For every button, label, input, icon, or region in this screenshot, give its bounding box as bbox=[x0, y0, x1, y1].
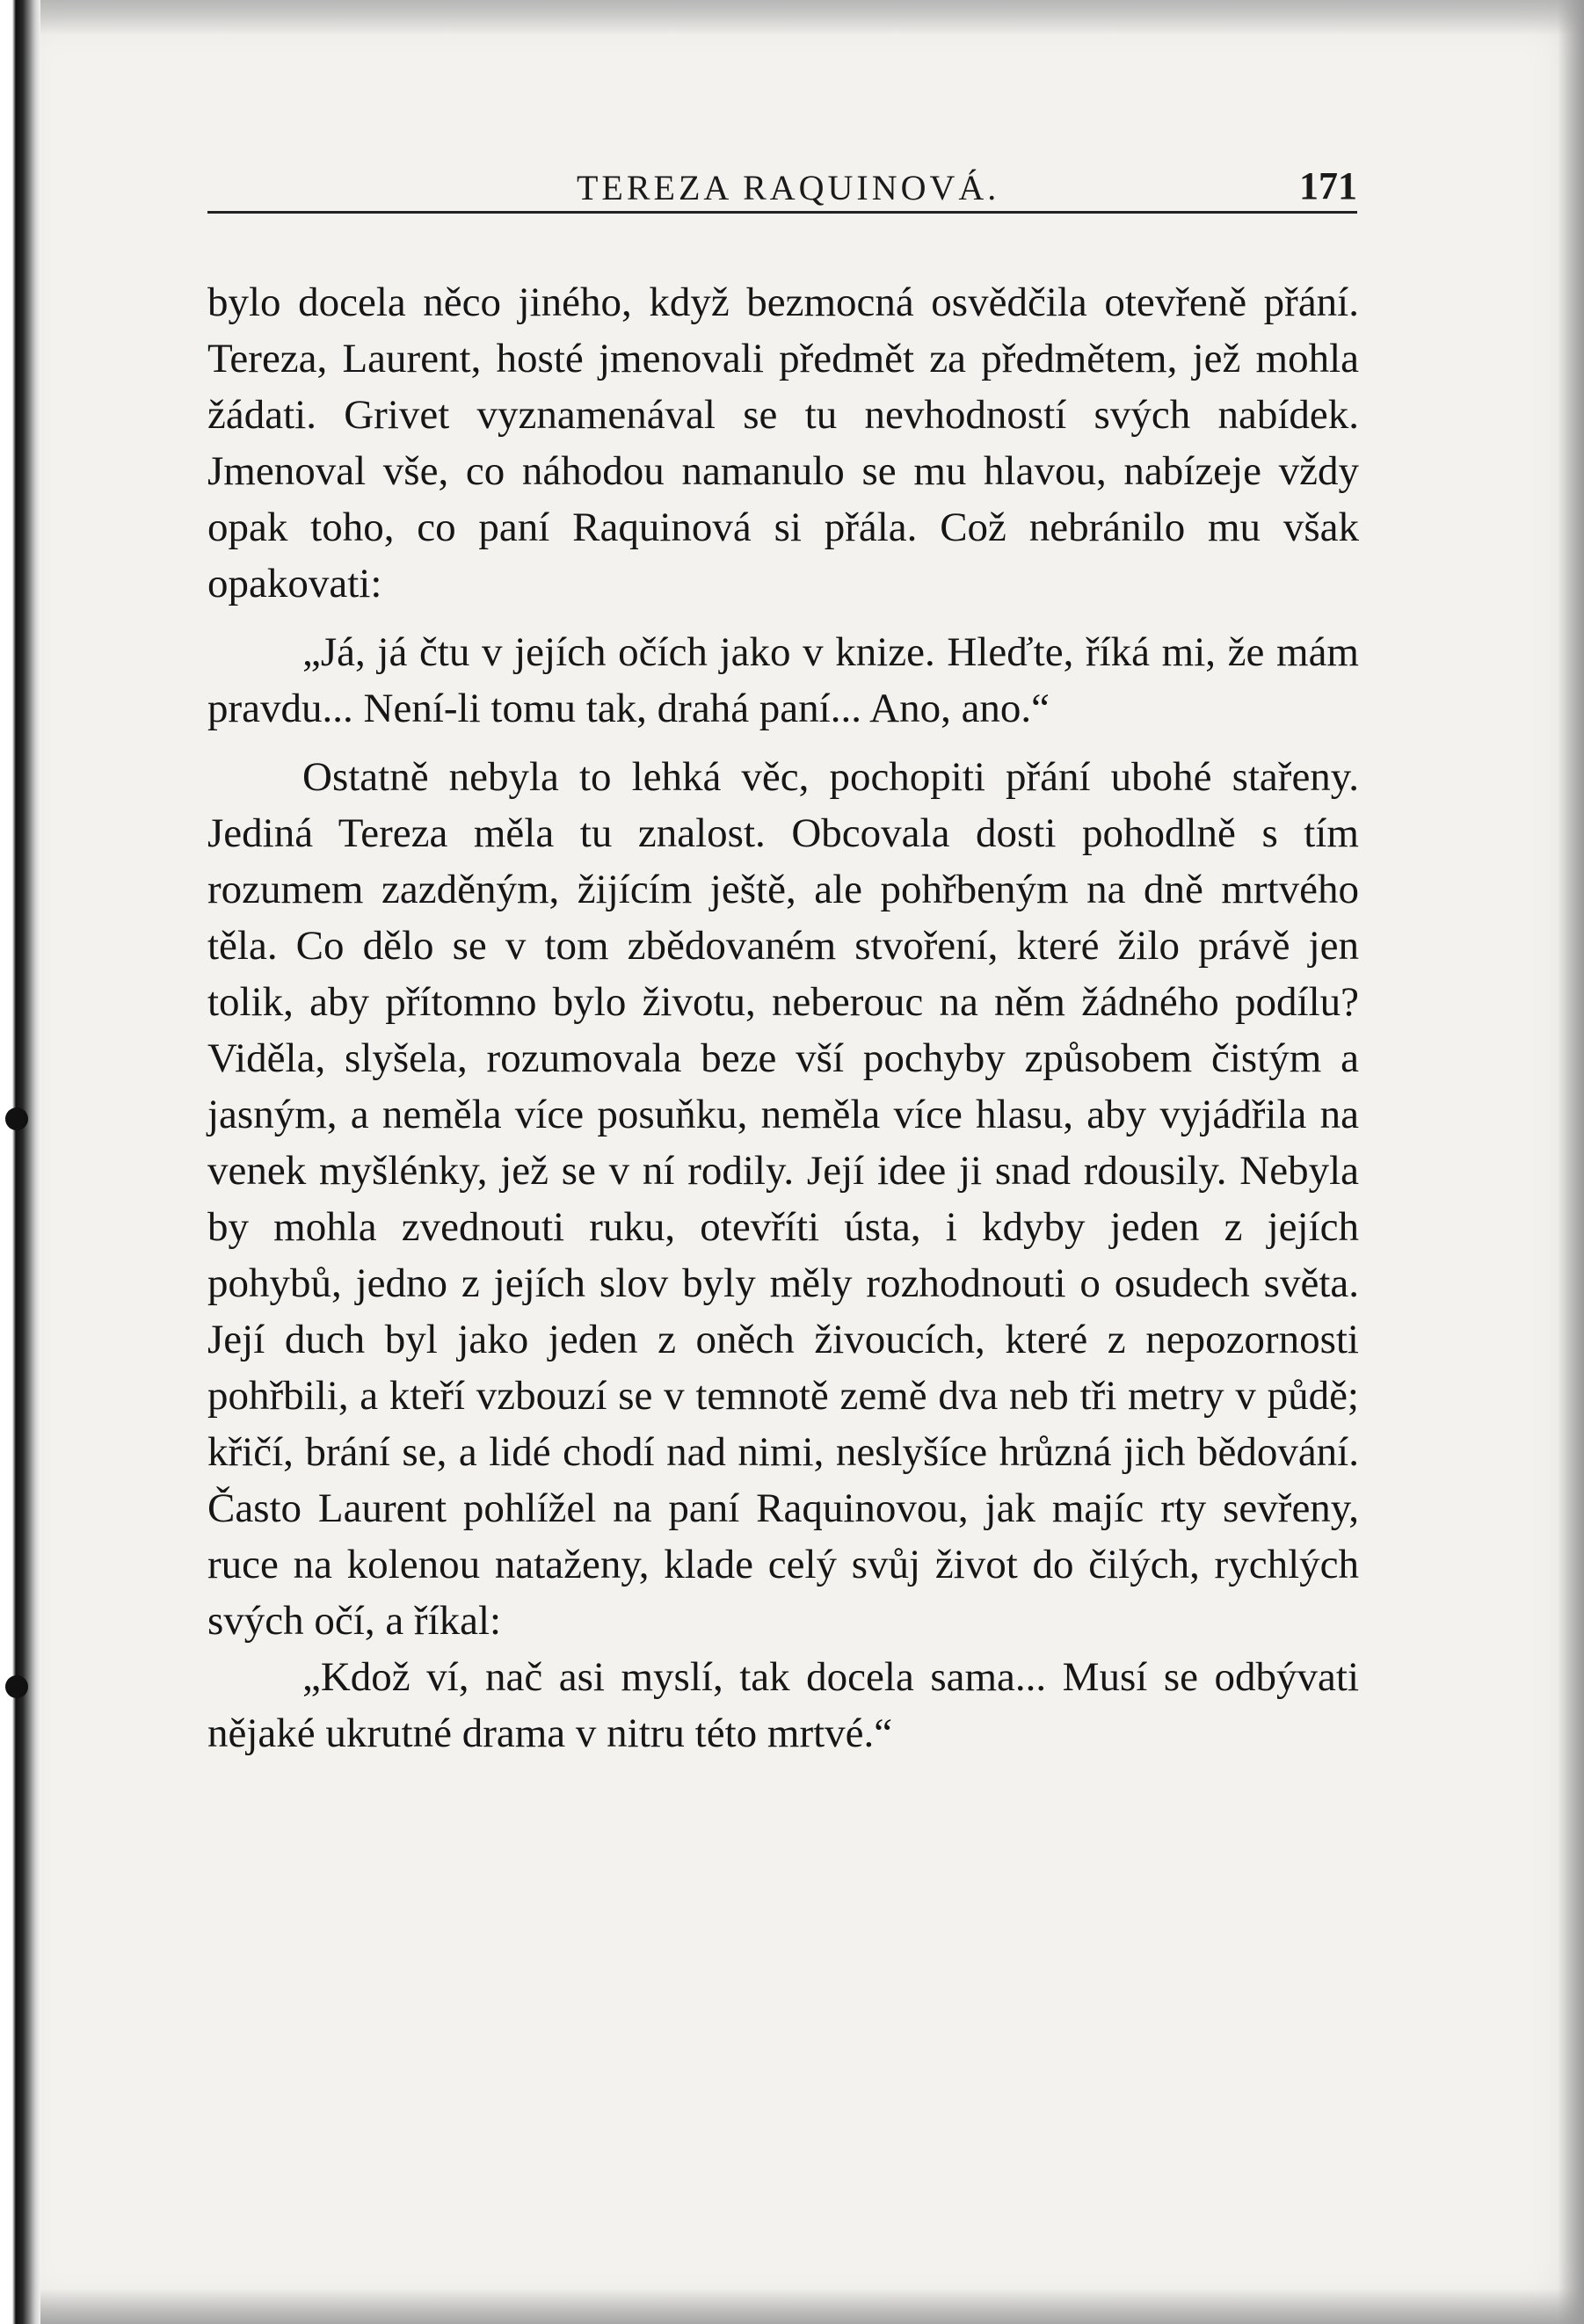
page-number: 171 bbox=[1299, 164, 1357, 207]
bottom-edge-shadow bbox=[0, 2289, 1584, 2324]
paragraph: Ostatně nebyla to lehká věc, pochopiti přání ubohé stařeny. Jediná Tereza měla tu znalost. Obcovala dosti pohodlně s tím rozumem zazděným, žijícím ještě, ale pohřbeným na dně mrtvého těla. Co dělo se v tom zbědovaném stvoření, které žilo právě jen tolik, aby přítomno bylo životu, neberouc na něm žádného podílu? Viděla, slyšela, rozumovala beze vší pochyby způsobem čistým a jasným, a neměla více posuňku, neměla více hlasu, aby vyjádřila na venek myšlénky, jež se v ní rodily. Její idee ji snad rdousily. Nebyla by mohla zvednouti ruku, otevříti ústa, i kdyby jeden z jejích pohybů, jedno z jejích slov byly měly rozhodnouti o osudech světa. Její duch byl jako jeden z oněch živoucích, které z nepozornosti pohřbili, a kteří vzbouzí se v temnotě země dva neb tři metry v půdě; křičí, brání se, a lidé chodí nad nimi, neslyšíce hrůzná jich bědování. Často Laurent pohlížel na paní Raquinovou, jak majíc rty sevřeny, ruce na kolenou nataženy, klade celý svůj život do čilých, rychlých svých očí, a říkal: bbox=[207, 754, 1359, 1644]
running-head bbox=[207, 156, 1357, 214]
running-title: TEREZA RAQUINOVÁ. bbox=[577, 168, 1000, 207]
binding-edge bbox=[0, 0, 40, 2324]
top-edge-shadow bbox=[0, 0, 1584, 35]
paragraph: „Kdož ví, nač asi myslí, tak docela sama... Musí se odbývati nějaké ukrutné drama v nitru této mrtvé.“ bbox=[207, 1654, 1359, 1756]
paragraph: „Já, já čtu v jejích očích jako v knize. Hleďte, říká mi, že mám pravdu... Není-li tomu tak, drahá paní... Ano, ano.“ bbox=[207, 629, 1359, 731]
body-text bbox=[207, 274, 1359, 1761]
binding-mark-icon bbox=[5, 1675, 28, 1698]
paragraph: bylo docela něco jiného, když bezmocná osvědčila otevřeně přání. Tereza, Laurent, hosté jmenovali předmět za předmětem, jež mohla žádati. Grivet vyznamenával se tu nevhodností svých nabídek. Jmenoval vše, co náhodou namanulo se mu hlavou, nabízeje vždy opak toho, co paní Raquinová si přála. Což nebránilo mu však opakovati: bbox=[207, 280, 1359, 606]
right-edge-shadow bbox=[1558, 0, 1584, 2324]
binding-mark-icon bbox=[5, 1108, 28, 1130]
